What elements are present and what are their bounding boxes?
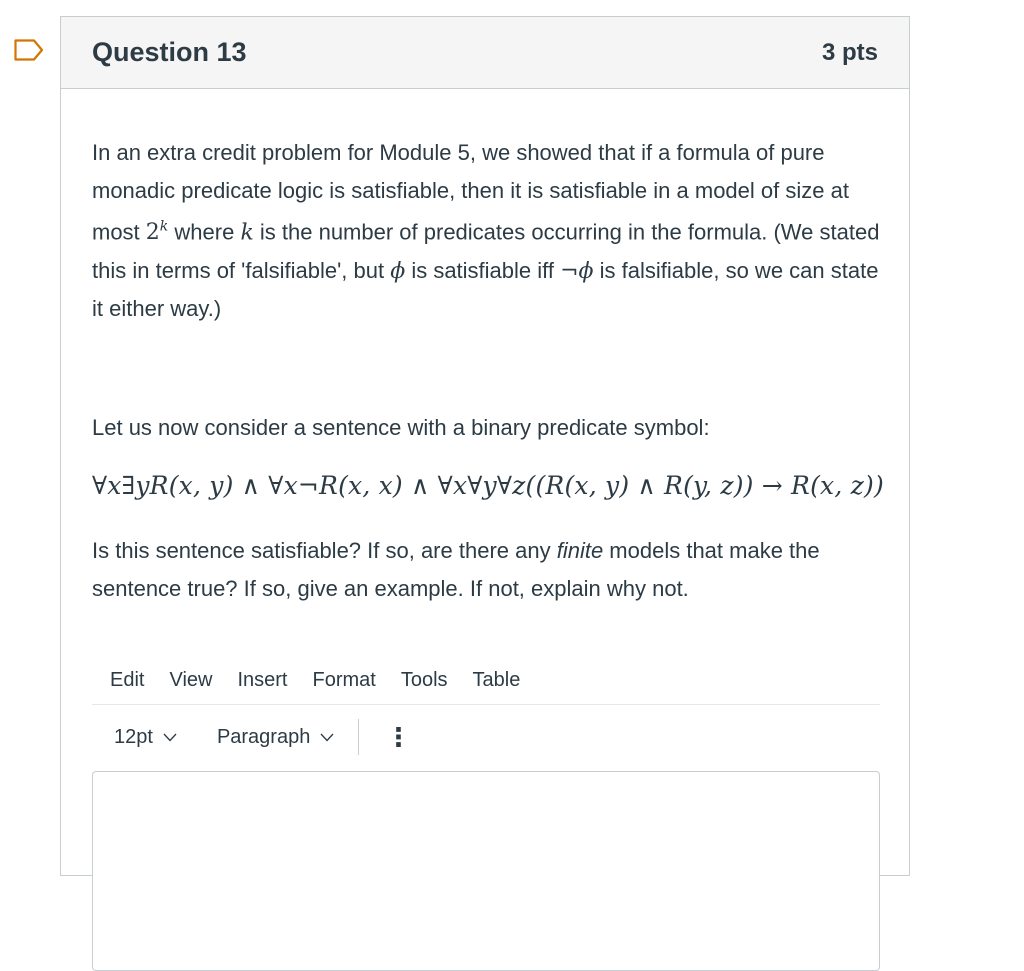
menu-edit[interactable]: Edit	[110, 668, 145, 691]
p1-text-b: where	[168, 219, 241, 245]
formula-text: ∀x∃yR(x, y) ∧ ∀x¬R(x, x) ∧ ∀x∀y∀z((R(x, y) ∧ R(y, z)) → R(x, z))	[92, 471, 884, 500]
font-size-select[interactable]	[114, 726, 177, 749]
math-exponent: k	[159, 219, 169, 235]
toolbar-divider	[358, 719, 359, 755]
editor-menubar	[92, 656, 880, 705]
menu-table[interactable]: Table	[472, 668, 521, 691]
menu-format[interactable]: Format	[312, 668, 376, 691]
math-two-power-k	[146, 220, 168, 245]
chevron-down-icon	[320, 733, 334, 742]
editor-toolbar	[92, 713, 880, 761]
block-format-value: Paragraph	[216, 725, 311, 748]
block-format-select[interactable]	[217, 726, 334, 749]
question-points: 3 pts	[821, 38, 878, 66]
math-not-phi: ¬ϕ	[560, 258, 594, 284]
question-paragraph-2: Let us now consider a sentence with a binary predicate symbol:	[92, 415, 710, 440]
p1-text-c: is the number of predicates occurring in the formula. (We stated this in terms of 'falsifiable', but	[92, 219, 880, 283]
p1-text-d: is satisfiable iff	[405, 257, 561, 283]
more-options-icon[interactable]: ⋮	[385, 722, 412, 752]
flag-question-icon[interactable]	[14, 39, 44, 61]
question-header	[61, 17, 909, 89]
question-paragraph-1	[92, 134, 882, 328]
menu-tools[interactable]: Tools	[400, 668, 448, 691]
question-title: Question 13	[92, 37, 247, 67]
answer-editor[interactable]	[92, 771, 880, 971]
question-paragraph-3	[92, 532, 882, 607]
p1-text-e: is falsifiable, so we can state it either way.)	[92, 257, 879, 322]
p4-emphasis: finite	[556, 538, 604, 563]
p4-text-b: models that make the sentence true? If so, give an example. If not, explain why not.	[92, 538, 820, 601]
p1-text-a: In an extra credit problem for Module 5, we showed that if a formula of pure monadic predicate logic is satisfiable, then it is satisfiable in a model of size at most	[92, 140, 849, 245]
math-var-k: k	[240, 220, 254, 246]
logic-formula	[92, 471, 884, 500]
menu-view[interactable]: View	[169, 668, 213, 691]
p4-text-a: Is this sentence satisfiable? If so, are there any	[92, 538, 557, 563]
menu-insert[interactable]: Insert	[237, 668, 288, 691]
chevron-down-icon	[163, 733, 177, 742]
question-card	[60, 16, 910, 876]
font-size-value: 12pt	[114, 725, 153, 748]
math-base: 2	[145, 220, 160, 246]
math-phi: ϕ	[390, 258, 406, 284]
